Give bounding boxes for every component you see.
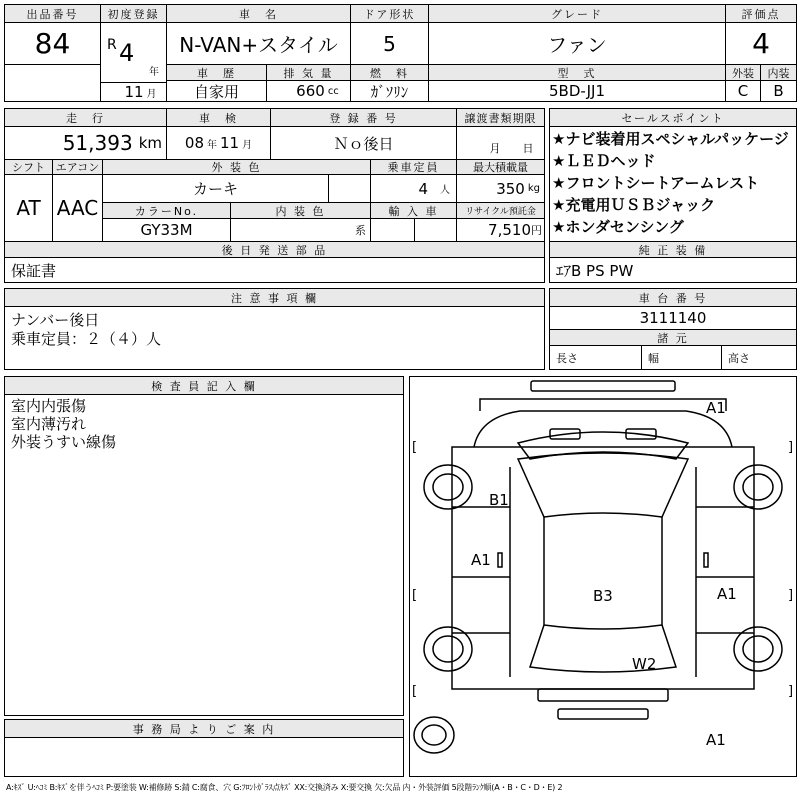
int-color-cell — [231, 219, 371, 241]
recycle-cell — [457, 219, 544, 241]
notes-line: 乗車定員：２（４）人 — [11, 330, 162, 348]
selling-points-label: セールスポイント — [550, 109, 796, 127]
transfer-docs-month-unit: 月 — [489, 142, 501, 155]
import-divider — [414, 219, 415, 241]
damage-mark: B1 — [489, 491, 509, 509]
max-load-cell — [457, 175, 544, 203]
damage-mark: W2 — [632, 655, 657, 673]
car-name-label: 車 名 — [167, 5, 351, 23]
recycle-value: 7,510 — [488, 221, 531, 239]
transfer-docs-cell — [457, 127, 544, 159]
lot-blank — [5, 64, 101, 101]
shift-label: シフト — [5, 159, 53, 175]
chassis-value: 3111140 — [639, 309, 707, 327]
dims-label: 諸 元 — [550, 329, 796, 346]
recycle-label: リサイクル預託金 — [457, 203, 544, 219]
doors-value: 5 — [351, 23, 429, 64]
damage-mark: A1 — [706, 731, 726, 749]
inspector-line: 室内内張傷 — [11, 397, 87, 415]
svg-text:]: ] — [788, 440, 794, 455]
doors-label: ドア形状 — [351, 5, 429, 23]
mileage-label: 走 行 — [5, 109, 167, 127]
selling-point-item: ★ホンダセンシング — [552, 218, 684, 236]
int-color-unit: 系 — [355, 224, 366, 237]
exterior-score-value: C — [726, 81, 761, 101]
fuel-label: 燃 料 — [351, 64, 429, 81]
mileage-cell — [5, 127, 167, 159]
reg-number-value: Ｎｏ後日 — [271, 127, 457, 159]
model-code-label: 型 式 — [429, 64, 726, 81]
damage-diagram — [409, 376, 797, 777]
ext-color-blank — [329, 175, 371, 203]
ext-color-label: 外 装 色 — [103, 159, 371, 175]
first-reg-year: 4 — [119, 39, 135, 67]
selling-point-item: ★フロントシートアームレスト — [552, 174, 760, 192]
svg-text:[: [ — [412, 684, 418, 699]
max-load-unit: kg — [527, 183, 540, 194]
selling-point-item: ★ナビ装着用スペシャルパッケージ — [552, 130, 789, 148]
standard-equipment-value: ｴｱB PS PW — [556, 261, 634, 280]
first-reg-month-unit: 月 — [146, 88, 157, 100]
score-label: 評価点 — [726, 5, 796, 23]
damage-mark: A1 — [706, 399, 726, 417]
notes-label: 注 意 事 項 欄 — [5, 289, 544, 307]
damage-mark: A1 — [471, 551, 491, 569]
notes-line: ナンバー後日 — [11, 311, 100, 329]
history-label: 車 歴 — [167, 64, 267, 81]
aircon-value: AAC — [53, 175, 103, 241]
first-reg-month: 11 — [124, 83, 144, 101]
later-parts-value: 保証書 — [11, 261, 57, 280]
aircon-label: エアコン — [53, 159, 103, 175]
grade-label: グレード — [429, 5, 726, 23]
reg-number-label: 登 録 番 号 — [271, 109, 457, 127]
history-value: 自家用 — [167, 81, 267, 101]
damage-mark: B3 — [593, 587, 613, 605]
inspector-block — [4, 376, 404, 716]
dims-height: 高さ — [728, 351, 750, 365]
dims-length: 長さ — [550, 346, 642, 369]
svg-text:[: [ — [412, 440, 418, 455]
max-load-label: 最大積載量 — [457, 159, 544, 175]
selling-points-block — [549, 108, 797, 283]
notes-block — [4, 288, 545, 370]
legend-text: A:ｷｽﾞ U:ﾍｺﾐ B:ｷｽﾞを伴うﾍｺﾐ P:要塗装 W:補修跡 S:錆 C:腐食、穴 G:ﾌﾛﾝﾄｶﾞﾗｽ点ｷｽﾞ XX:交換済み X:要交換 欠:欠品 内・外装評価 5段階ﾗﾝｸ順(A・B・C・D・E) 2 — [6, 783, 563, 792]
inspection-year-unit: 年 — [207, 139, 217, 151]
mileage-value: 51,393 — [62, 131, 133, 155]
inspection-month-unit: 月 — [242, 139, 253, 151]
later-parts-label: 後 日 発 送 部 品 — [5, 241, 544, 258]
inspector-line: 室内薄汚れ — [11, 415, 87, 433]
car-name: N-VAN+スタイル — [167, 23, 351, 64]
displacement-label: 排 気 量 — [267, 64, 351, 81]
chassis-block — [549, 288, 797, 370]
capacity-value: 4 — [418, 179, 428, 198]
lot-label: 出品番号 — [5, 5, 101, 23]
shift-value: AT — [5, 175, 53, 241]
office-label: 事 務 局 よ り ご 案 内 — [5, 720, 403, 738]
capacity-label: 乗車定員 — [371, 159, 457, 175]
color-no-label: カラーNo. — [103, 203, 231, 219]
first-reg-cell — [101, 23, 167, 82]
interior-score-label: 内装 — [761, 64, 796, 81]
first-reg-month-cell — [101, 82, 167, 101]
svg-text:[: [ — [412, 588, 418, 603]
exterior-score-label: 外装 — [726, 64, 761, 81]
header-block — [4, 4, 797, 102]
vehicle-detail-block — [4, 108, 545, 283]
car-outline-diagram — [410, 377, 796, 776]
svg-text:]: ] — [788, 684, 794, 699]
first-reg-era: R — [107, 37, 117, 53]
office-value — [5, 738, 403, 776]
transfer-docs-day-unit: 日 — [522, 142, 534, 155]
color-no-value: GY33M — [103, 219, 231, 241]
wheel-icons — [414, 465, 782, 753]
inspection-label: 車 検 — [167, 109, 271, 127]
interior-score-value: B — [773, 82, 784, 100]
mileage-unit: km — [138, 134, 162, 152]
int-color-label: 内 装 色 — [231, 203, 371, 219]
transfer-docs-label: 譲渡書類期限 — [457, 109, 544, 127]
office-block — [4, 719, 404, 777]
standard-equipment-label: 純 正 装 備 — [550, 241, 796, 258]
selling-point-item: ★ＬＥＤヘッド — [552, 152, 656, 170]
selling-point-item: ★充電用ＵＳＢジャック — [552, 196, 716, 214]
score-value: 4 — [752, 27, 770, 60]
fuel-value: ｶﾞｿﾘﾝ — [351, 81, 429, 101]
recycle-unit: 円 — [531, 224, 542, 237]
displacement-value: 660 — [296, 82, 325, 100]
ext-color-value: カーキ — [103, 175, 329, 203]
lot-number: 84 — [5, 23, 101, 64]
max-load-value: 350 — [496, 179, 525, 198]
damage-mark: A1 — [717, 585, 737, 603]
capacity-cell — [371, 175, 457, 203]
model-code-value: 5BD-JJ1 — [429, 81, 726, 101]
inspector-label: 検 査 員 記 入 欄 — [5, 377, 403, 395]
chassis-label: 車 台 番 号 — [550, 289, 796, 307]
import-label: 輸 入 車 — [371, 203, 457, 219]
inspection-cell — [167, 127, 271, 159]
first-reg-year-unit: 年 — [149, 67, 159, 78]
dims-width: 幅 — [642, 346, 722, 369]
displacement-cell — [267, 81, 351, 101]
capacity-unit: 人 — [440, 185, 450, 196]
grade-value: ファン — [429, 23, 726, 64]
displacement-unit: cc — [327, 85, 339, 97]
first-reg-label: 初度登録 — [101, 5, 167, 23]
svg-text:]: ] — [788, 588, 794, 603]
inspection-year: 08 — [184, 134, 204, 152]
inspection-month: 11 — [220, 134, 240, 152]
inspector-line: 外装うすい線傷 — [11, 433, 117, 451]
